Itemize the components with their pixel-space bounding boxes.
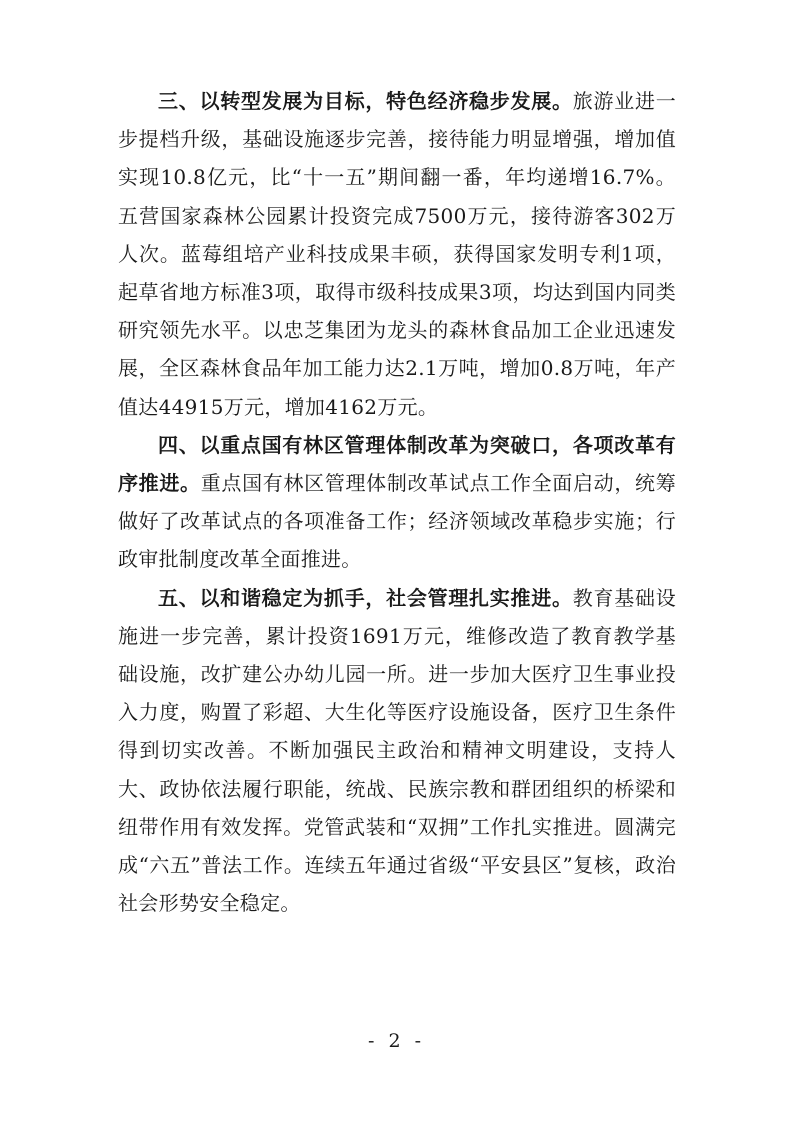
paragraph-forest-reform: [118, 426, 676, 579]
paragraph-text: 重点国有林区管理体制改革试点工作全面启动，统筹做好了改革试点的各项准备工作；经济领域改革稳步实施；行政审批制度改革全面推进。: [118, 471, 677, 572]
paragraph-tourism-economy: [118, 82, 676, 426]
paragraph-heading: 四、以重点国有林区管理体制改革为突破口，各项改革有序推进。: [118, 432, 676, 496]
paragraph-text: 教育基础设施进一步完善，累计投资1691万元，维修改造了教育教学基础设施，改扩建公办幼儿园一所。进一步加大医疗卫生事业投入力度，购置了彩超、大生化等医疗设施设备，医疗卫生条件得到切实改善。不断加强民主政治和精神文明建设，支持人大、政协依法履行职能，统战、民族宗教和群团组织的桥梁和纽带作用有效发挥。党管武装和“双拥”工作扎实推进。圆满完成“六五”普法工作。连续五年通过省级“平安县区”复核，政治社会形势安全稳定。: [118, 585, 676, 916]
paragraph-heading: 五、以和谐稳定为抓手，社会管理扎实推进。: [158, 585, 573, 610]
paragraph-heading: 三、以转型发展为目标，特色经济稳步发展。: [158, 89, 573, 113]
page-number: - 2 -: [367, 1030, 425, 1052]
document-body: [118, 82, 676, 922]
paragraph-text: 旅游业进一步提档升级，基础设施逐步完善，接待能力明显增强，增加值实现10.8亿元，比“十一五”期间翻一番，年均递增16.7%。五营国家森林公园累计投资完成7500万元，接待游客302万人次。蓝莓组培产业科技成果丰硕，获得国家发明专利1项，起草省地方标准3项，取得市级科技成果3项，均达到国内同类研究领先水平。以忠芝集团为龙头的森林食品加工企业迅速发展，全区森林食品年加工能力达2.1万吨，增加0.8万吨，年产值达44915万元，增加4162万元。: [118, 89, 676, 419]
paragraph-social-management: [118, 579, 676, 923]
